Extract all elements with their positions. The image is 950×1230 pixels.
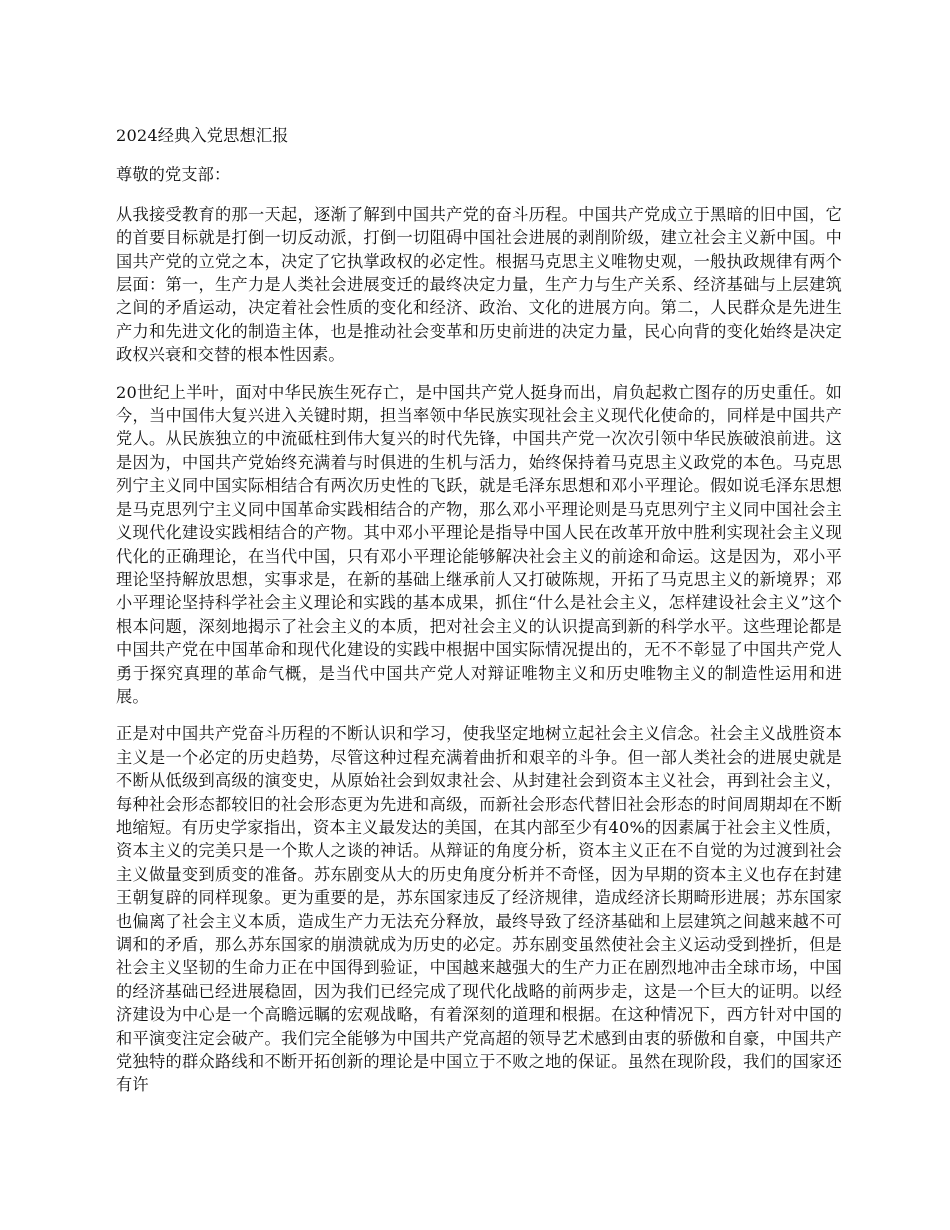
paragraph-1: 从我接受教育的那一天起，逐渐了解到中国共产党的奋斗历程。中国共产党成立于黑暗的旧中国，它的首要目标就是打倒一切反动派，打倒一切阻碍中国社会进展的剥削阶级，建立社会主义新中国。中国共产党的立党之本，决定了它执掌政权的必定性。根据马克思主义唯物史观，一般执政规律有两个层面：第一，生产力是人类社会进展变迁的最终决定力量，生产力与生产关系、经济基础与上层建筑之间的矛盾运动，决定着社会性质的变化和经济、政治、文化的进展方向。第二，人民群众是先进生产力和先进文化的制造主体，也是推动社会变革和历史前进的决定力量，民心向背的变化始终是决定政权兴衰和交替的根本性因素。 [116, 204, 842, 365]
salutation: 尊敬的党支部： [116, 165, 231, 185]
paragraph-2: 20世纪上半叶，面对中华民族生死存亡，是中国共产党人挺身而出，肩负起救亡图存的历史重任。如今，当中国伟大复兴进入关键时期，担当率领中华民族实现社会主义现代化使命的，同样是中国共产党人。从民族独立的中流砥柱到伟大复兴的时代先锋，中国共产党一次次引领中华民族破浪前进。这是因为，中国共产党始终充满着与时俱进的生机与活力，始终保持着马克思主义政党的本色。马克思列宁主义同中国实际相结合有两次历史性的飞跃，就是毛泽东思想和邓小平理论。假如说毛泽东思想是马克思列宁主义同中国革命实践相结合的产物，那么邓小平理论则是马克思列宁主义同中国社会主义现代化建设实践相结合的产物。其中邓小平理论是指导中国人民在改革开放中胜利实现社会主义现代化的正确理论，在当代中国，只有邓小平理论能够解决社会主义的前途和命运。这是因为，邓小平理论坚持解放思想，实事求是，在新的基础上继承前人又打破陈规，开拓了马克思主义的新境界；邓小平理论坚持科学社会主义理论和实践的基本成果，抓住“什么是社会主义，怎样建设社会主义”这个根本问题，深刻地揭示了社会主义的本质，把对社会主义的认识提高到新的科学水平。这些理论都是中国共产党在中国革命和现代化建设的实践中根据中国实际情况提出的，无不不彰显了中国共产党人勇于探究真理的革命气概，是当代中国共产党人对辩证唯物主义和历史唯物主义的制造性运用和进展。 [116, 382, 842, 706]
paragraph-3: 正是对中国共产党奋斗历程的不断认识和学习，使我坚定地树立起社会主义信念。社会主义战胜资本主义是一个必定的历史趋势，尽管这种过程充满着曲折和艰辛的斗争。但一部人类社会的进展史就是不断从低级到高级的演变史，从原始社会到奴隶社会、从封建社会到资本主义社会，再到社会主义，每种社会形态都较旧的社会形态更为先进和高级，而新社会形态代替旧社会形态的时间周期却在不断地缩短。有历史学家指出，资本主义最发达的美国，在其内部至少有40%的因素属于社会主义性质，资本主义的完美只是一个欺人之谈的神话。从辩证的角度分析，资本主义正在不自觉的为过渡到社会主义做量变到质变的准备。苏东剧变从大的历史角度分析并不奇怪，因为早期的资本主义也存在封建王朝复辟的同样现象。更为重要的是，苏东国家违反了经济规律，造成经济长期畸形进展；苏东国家也偏离了社会主义本质，造成生产力无法充分释放，最终导致了经济基础和上层建筑之间越来越不可调和的矛盾，那么苏东国家的崩溃就成为历史的必定。苏东剧变虽然使社会主义运动受到挫折，但是社会主义坚韧的生命力正在中国得到验证，中国越来越强大的生产力正在剧烈地冲击全球市场，中国的经济基础已经进展稳固，因为我们已经完成了现代化战略的前两步走，这是一个巨大的证明。以经济建设为中心是一个高瞻远瞩的宏观战略，有着深刻的道理和根据。在这种情况下，西方针对中国的和平演变注定会破产。我们完全能够为中国共产党高超的领导艺术感到由衷的骄傲和自豪，中国共产党独特的群众路线和不断开拓创新的理论是中国立于不败之地的保证。虽然在现阶段，我们的国家还有许 [116, 724, 842, 1095]
document-title: 2024经典入党思想汇报 [116, 126, 289, 145]
document-page [116, 124, 842, 1111]
